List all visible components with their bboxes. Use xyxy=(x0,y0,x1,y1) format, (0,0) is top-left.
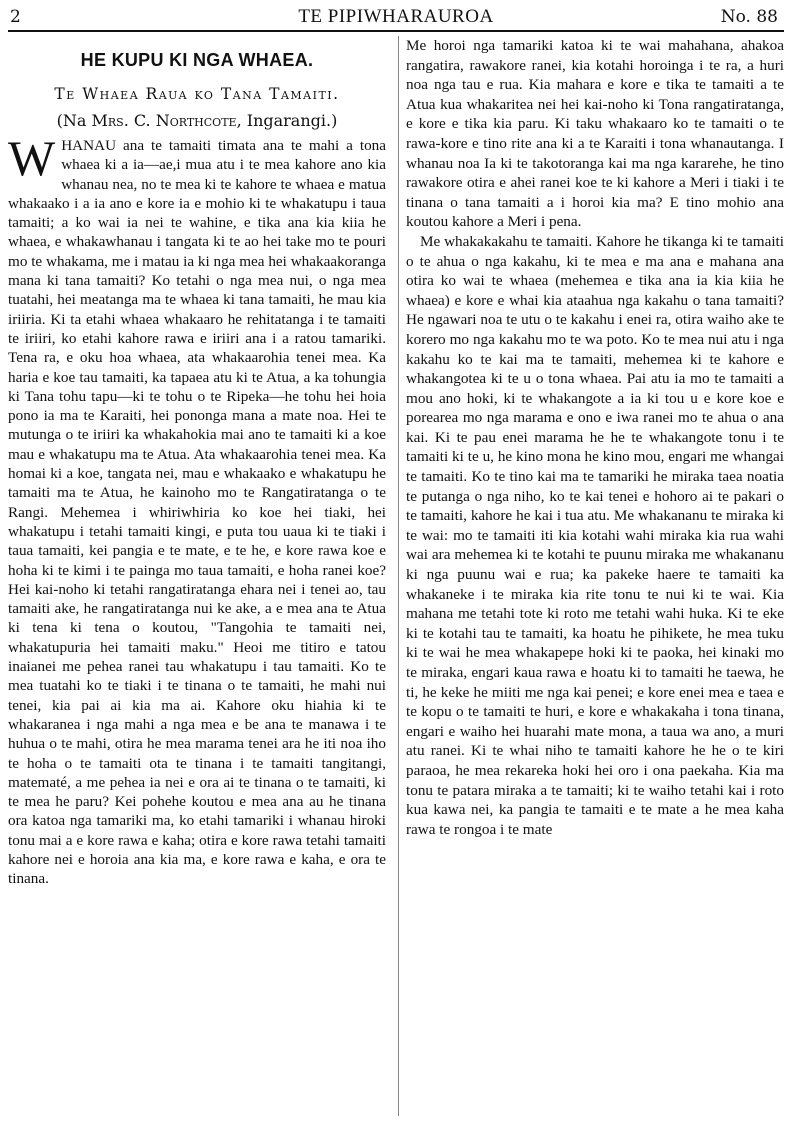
byline-suffix: , Ingarangi.) xyxy=(236,111,338,130)
drop-cap: W xyxy=(8,130,56,186)
right-column xyxy=(406,36,784,1120)
paragraph-2: Me horoi nga tamariki katoa ki te wai mahahana, ahakoa rangatira, rawakore ranei, kia kotahi horoinga i te ra, a huri noa nga tau e rua. Kia mahara e kore e tika te tamaiti a te Atua kua whakaritea nei hei kai-noho ki Tona rangatiratanga, e kore e tika kia paru. Ki taku whakaaro ko te tamaiti o te rawa-kore e tino rite ana ki a te Karaiti i tona whanautanga. I whanau noa Ia ki te takotoranga kai ma nga kararehe, he tino rawakore otira e ahei ranei koe te ki kahore a Meri i tiaki i te tinana o tana tamaiti a i horoi kia ma? E tino mohio ana koutou kahore a Meri i pena. xyxy=(406,37,784,231)
page-header xyxy=(8,4,784,32)
article-byline xyxy=(8,111,386,130)
article-headline: HE KUPU KI NGA WHAEA. xyxy=(80,50,314,70)
paragraph-1 xyxy=(8,130,386,889)
column-divider xyxy=(398,36,399,1116)
author-name: Mrs. C. Northcote xyxy=(91,111,237,130)
publication-title: TE PIPIWHARAUROA xyxy=(298,6,494,27)
article-subtitle: Te Whaea Raua ko Tana Tamaiti. xyxy=(54,85,340,103)
issue-number: No. 88 xyxy=(720,7,778,27)
left-column xyxy=(8,36,386,1120)
paragraph-1-text: HANAU ana te tamaiti timata ana te mahi a tona whaea ki a ia—ae,i mua atu i te mea kahore ano kia whanau nea, no te mea ki te kahore te whaea e matua whakaako i a ia ano e kore ia e mohio ki te whakatupu i taua tamaiti; a ko wai ia nei te wahine, e tika ana kia kiia he whaea, e whakawhanau i tangata ki te ao hei take mo te pouri mo te whakama, me i matau ia ki nga mea hei whakaakoranga mana ki tana tamaiti? Ko tetahi o nga mea nui, o nga mea tuatahi, hei meatanga ma te whaea ki tana tamaiti, he mau kia iriiria. Ki ta etahi whaea whakaaro he rehitatanga i te tamaiti te iriiri, ko etahi kahore rawa e iriiri ana i a ratou tamariki. Tena ra, e oku hoa whaea, ata whakaarohia tenei mea. Ka haria e koe tau tamaiti, ka tapaea atu ki te Atua, a ka tohungia ki Tana tohu tapu—ki te tohu o te Ripeka—he tohu hei hoia pono ia ma te Karaiti, hei pononga mana a mate noa. Hei te mutunga o te iriiri ka whakahokia mai ano te tamaiti ki a koe mau e whakatupu ma te Atua. Ata whakaarohia tenei mea. Ka homai ki a koe, tangata nei, mau e whakaako e whakatupu he tamaiti ma te Atua, he kainoho mo te Rangatiratanga o te Rangi. Mehemea i whiriwhiria ko koe hei tiaki, hei whakatupu i tetahi tamaiti kingi, e puta tou uaua ki te tiaki i taua tamaiti, kei pangia e te mate, e te he, e kore rawa koe e hoha ki te kimi i te painga mo taua tamaiti, e hoha ranei koe? Hei kai-noho ki tetahi rangatiratanga ehara nei i tenei ao, tau tamaiti ake, he rangatiratanga nui ke ake, a e mea ana te Atua ki tena ki tena o koutou, "Tangohia te tamaiti nei, whakatupuria hei tamaiti maku." Heoi me titiro e tatou inaianei me pehea ranei tau whakatupu i tau tamaiti. Ko te mea tuatahi ko te tiaki i te tinana o te tamaiti, he mahi nui tenei, kia pai ai kia ma ai. Kahore oku hiahia ki te whakaranea i nga mahi a nga mea e be ana te manawa i te huhua o te mahi, otira he mea marama tenei ara he iti noa iho te hoha o te tamaiti ota te tinana i te tamaiti tangitangi, matematé, a me pehea ia nei e ora ai te tinana o te tamaiti, ki te mea he paru? Kei pohehe koutou e mea ana au he tinana ora katoa nga tamariki ma, ko etahi tamariki i whanau hiroki tonu mai a e kore rawa e kaha; otira e kore rawa tetahi tamaiti kahore nei e horoia ana kia ma, e kore rawa e kaha, e ora te tinana. xyxy=(8,137,386,888)
byline-prefix: (Na xyxy=(56,111,92,130)
paragraph-3: Me whakakakahu te tamaiti. Kahore he tikanga ki te tamaiti o te ahua o nga kakahu, ki te mea e ma ana e mahana ana otira ko wai te whaea (mehemea e tika ana ia kia kiia he whaea) e kore e whai kia ataahua nga kakahu o tana tamaiti? He ngawari noa te utu o te kakahu i enei ra, otira waiho ake te korero mo nga kakahu mo te wa poto. Ko te mea nui atu i nga kakahu ko te kai ma te tamaiti, mehemea ki te kahore e whakangotea ki te u o tona whaea. Pai atu ia mo te tamaiti a mou ano hoki, ki te whakangote a ia ki tou u e kore koe e porearea mo nga marama e ono e iwa ranei mo te ahua o ana kai. Ki te pau enei marama he he te whakangote tonu i te tamaiti ki te u, he kino mona he kino mou, engari me whangai te tamaiti. Ko te tino kai ma te tamariki he miraka taea noatia te putanga o nga niho, ko te kai tenei e hohoro ai te pakari o te tamaiti, kahore he kai i tua atu. Me whakananu te miraka ki te wai: mo te tamaiti iti kia kotahi wahi miraka kia rua wahi wai ara mehemea ki te kotahi te puunu miraka me whakananu ki nga puunu wai e rua; ka pakeke haere te tamaiti ka whakaneke i te miraka kia rite tonu te nui ki te wai. Kia mahana me tetahi tote ki roto me tetahi wahi huka. Ki te eke ki te kotahi tau te tamaiti, ka hoatu he pihikete, he mea tuku ki te wai he mea whakapepe hoki ki te paoka, hei kinaki mo te miraka, engari kaua rawa e hoatu ki to tamaiti he taewa, he ti, he keke he miiti me nga kai penei; e kore enei mea e taea e te kopu o te tamaiti te huri, e kore e whakakaha i tona tinana, engari e waiho hei huarahi mate mona, a taua wa ano, a muri atu ranei. Ki te whai niho te tamaiti kahore he he o te kiri paraoa, he mea rekareka hoki hei oro i ona paekaha. Kia ma tonu te patara miraka a te tamaiti; ki te waiho tetahi kai i roto kua kawa nei, ka pangia te tamaiti e te mate a he mea kaha rawa te rongoa i te mate xyxy=(406,232,784,838)
page-number: 2 xyxy=(10,7,21,27)
